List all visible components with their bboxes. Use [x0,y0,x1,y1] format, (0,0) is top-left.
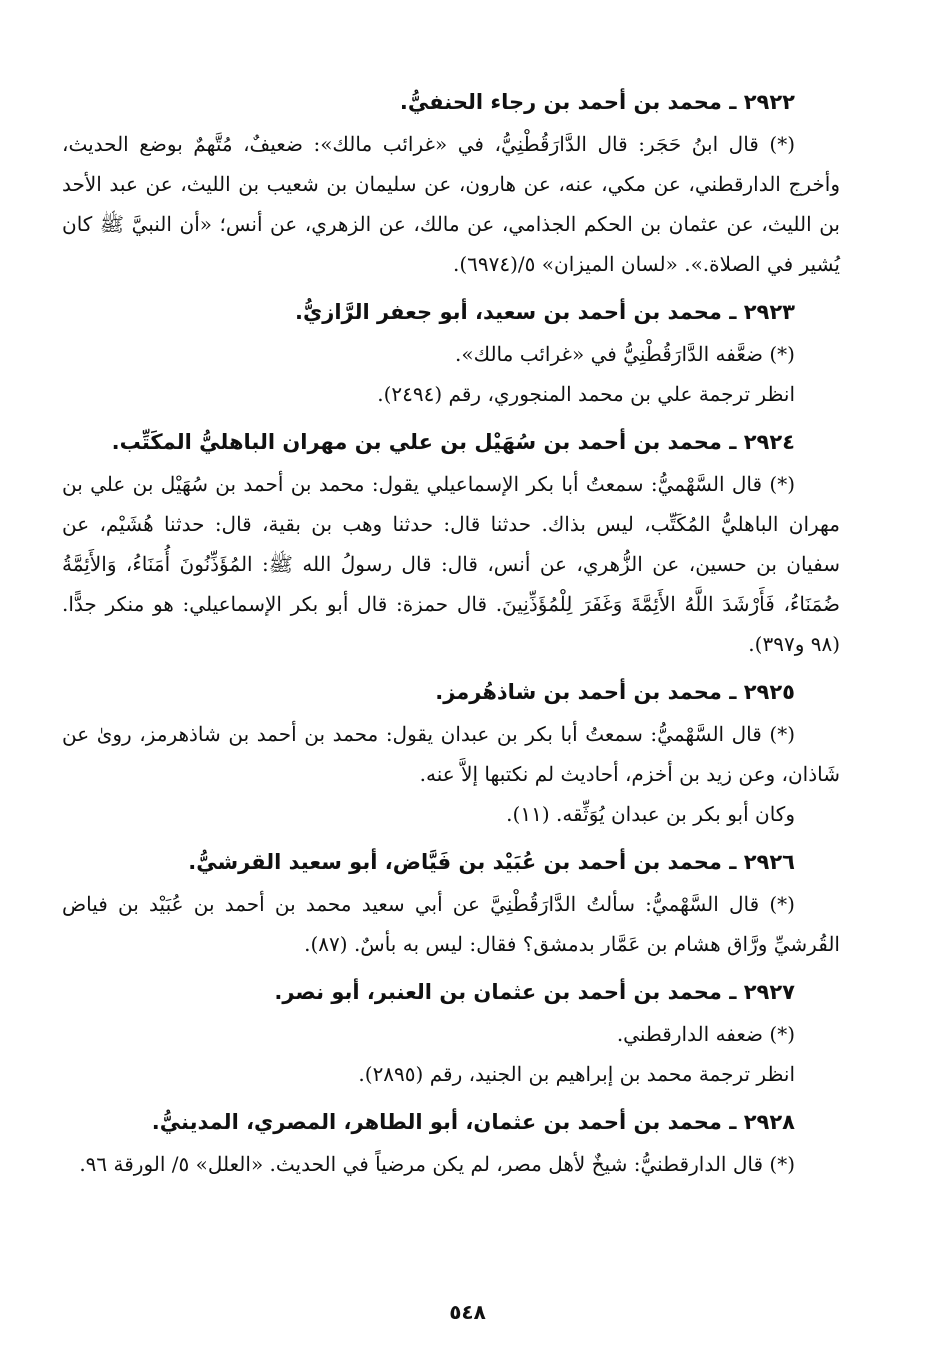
entry-heading: ٢٩٢٣ ـ محمد بن أحمد بن سعيد، أبو جعفر الرَّازيُّ. [295,300,795,324]
entry-2925 [62,670,840,834]
entry-paragraph: (*) قال ابنُ حَجَر: قال الدَّارَقُطْنِيُّ، في «غرائب مالك»: ضعيفٌ، مُتَّهمٌ بوضع الحديث، وأخرج الدارقطني، عن مكي، عنه، عن هارون، عن سليمان بن شعيب بن الليث، عن عبد الأحد بن الليث، عن عثمان بن الحكم الجذامي، عن مالك، عن الزهري، عن أنس؛ «أن النبيَّ ﷺ كان يُشير في الصلاة.». «لسان الميزان» ٥/(٦٩٧٤). [62,132,840,276]
entry-2923 [62,290,840,414]
entry-paragraph: (*) قال السَّهْميُّ: سمعتُ أبا بكر بن عبدان يقول: محمد بن أحمد بن شاذهرمز، روىٰ عن شَاذان، وعن زيد بن أخزم، أحاديث لم نكتبها إلاَّ عنه. [62,722,840,786]
entry-2928 [62,1100,840,1184]
entry-paragraph: (*) قال الدارقطنيُّ: شيخٌ لأهل مصر، لم يكن مرضياً في الحديث. «العلل» ٥/ الورقة ٩٦. [79,1152,795,1176]
entry-2927 [62,970,840,1094]
entry-2926 [62,840,840,964]
entry-heading: ٢٩٢٥ ـ محمد بن أحمد بن شاذهُرمز. [435,680,795,704]
entry-paragraph: (*) قال السَّهْميُّ: سألتُ الدَّارَقُطْنِيَّ عن أبي سعيد محمد بن أحمد بن عُبَيْد بن فياض القُرشيِّ ورَّاق هشام بن عَمَّار بدمشق؟ فقال: ليس به بأسٌ. (٨٧). [62,892,840,956]
entry-paragraph: (*) قال السَّهْميُّ: سمعتُ أبا بكر الإسماعيلي يقول: محمد بن أحمد بن سُهَيْل بن علي بن مهران الباهليُّ المُكَتِّب، ليس بذاك. حدثنا قال: حدثنا وهب بن بقية، قال: حدثنا هُشَيْم، عن سفيان بن حسين، عن الزُّهري، عن أنس، قال: قال رسولُ الله ﷺ: المُؤَذِّنُونَ أُمَنَاءُ، وَالأَئِمَّةُ ضُمَنَاءُ، فَأَرْشَدَ اللَّهُ الأَئِمَّةَ وَغَفَرَ لِلْمُؤَذِّنِينَ. قال حمزة: قال أبو بكر الإسماعيلي: هو منكر جدًّا. (٩٨ و٣٩٧). [62,472,840,656]
entry-heading: ٢٩٢٨ ـ محمد بن أحمد بن عثمان، أبو الطاهر، المصري، المدينيُّ. [151,1110,795,1134]
document-page [62,80,840,1190]
entry-paragraph: (*) ضعَّفه الدَّارَقُطْنِيُّ في «غرائب مالك». [455,342,795,366]
entry-2924 [62,420,840,664]
cross-reference: انظر ترجمة علي بن محمد المنجوري، رقم (٢٤٩٤). [377,382,795,406]
entry-2922 [62,80,840,284]
entry-heading: ٢٩٢٧ ـ محمد بن أحمد بن عثمان بن العنبر، أبو نصر. [274,980,795,1004]
cross-reference: انظر ترجمة محمد بن إبراهيم بن الجنيد، رقم (٢٨٩٥). [358,1062,795,1086]
entry-paragraph: وكان أبو بكر بن عبدان يُوَثِّقه. (١١). [506,802,795,826]
page-number: ٥٤٨ [449,1300,486,1324]
entry-heading: ٢٩٢٦ ـ محمد بن أحمد بن عُبَيْد بن فَيَّاض، أبو سعيد القرشيُّ. [188,850,795,874]
entry-heading: ٢٩٢٤ ـ محمد بن أحمد بن سُهَيْل بن علي بن مهران الباهليُّ المكَتِّب. [111,430,795,454]
entry-heading: ٢٩٢٢ ـ محمد بن أحمد بن رجاء الحنفيُّ. [399,90,795,114]
entry-paragraph: (*) ضعفه الدارقطني. [616,1022,795,1046]
